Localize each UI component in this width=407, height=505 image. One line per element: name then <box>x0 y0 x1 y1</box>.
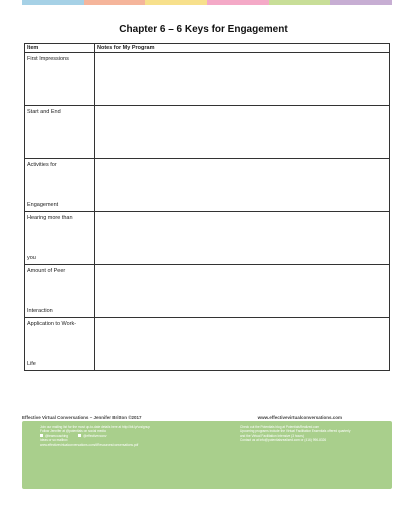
item-cell <box>25 318 95 371</box>
footer-right-line: Check out the Potentials blog at PotentialsRealized.com <box>240 425 320 429</box>
item-label: Application to Work- <box>27 321 77 327</box>
item-cell <box>25 106 95 159</box>
item-label-cont: you <box>27 255 36 261</box>
table-row <box>25 53 390 106</box>
item-label-cont: Life <box>27 361 36 367</box>
item-label: Hearing more than <box>27 215 73 221</box>
footer-line <box>22 415 392 420</box>
notes-cell[interactable] <box>95 159 390 212</box>
item-cell <box>25 53 95 106</box>
header-notes: Notes for My Program <box>95 44 390 53</box>
table-row <box>25 212 390 265</box>
table-row <box>25 106 390 159</box>
item-cell <box>25 159 95 212</box>
notes-table <box>24 43 390 371</box>
social-label: @effectivevconv <box>83 433 107 438</box>
notes-cell[interactable] <box>95 212 390 265</box>
footer-copyright: Effective Virtual Conversations – Jennifer Britton ©2017 <box>22 415 142 420</box>
item-label: Activities for <box>27 162 57 168</box>
stripe-segment <box>207 0 269 5</box>
item-label: Start and End <box>27 109 61 115</box>
social-item[interactable] <box>78 434 106 438</box>
item-cell <box>25 212 95 265</box>
table-row <box>25 265 390 318</box>
table-row <box>25 318 390 371</box>
color-stripe <box>22 0 392 5</box>
stripe-segment <box>269 0 331 5</box>
item-label: First Impressions <box>27 56 69 62</box>
footer-info-box <box>22 421 392 489</box>
stripe-segment <box>145 0 207 5</box>
footer-left-line: Follow Jennifer at @potentials on social media <box>40 429 106 434</box>
linkedin-icon <box>78 434 81 437</box>
footer-left-column <box>40 425 200 447</box>
page-title: Chapter 6 – 6 Keys for Engagement <box>119 24 288 35</box>
item-label-cont: Interaction <box>27 308 53 314</box>
table-header-row <box>25 44 390 53</box>
footer-right-line: Contact us at info@potentialsrealized.com or (416) 996-8326 <box>240 438 327 443</box>
notes-cell[interactable] <box>95 318 390 371</box>
footer-right-column <box>240 425 380 443</box>
table-row <box>25 159 390 212</box>
notes-cell[interactable] <box>95 265 390 318</box>
stripe-segment <box>84 0 146 5</box>
social-label: @teamcoaching <box>45 433 69 438</box>
footer-website-link[interactable]: www.effectivevirtualconversations.com <box>257 415 342 420</box>
item-label: Amount of Peer <box>27 268 66 274</box>
twitter-icon <box>40 434 43 437</box>
notes-cell[interactable] <box>95 53 390 106</box>
footer-left-line: Ideas or so mailbox <box>40 438 68 443</box>
item-label-cont: Engagement <box>27 202 59 208</box>
stripe-segment <box>22 0 84 5</box>
footer-right-line: and the Virtual Facilitation Intensive (3 hours) <box>240 433 304 438</box>
footer-left-line: Join our mailing list for the most up-to-date details here at http://bit.ly/vcsignup <box>40 425 151 429</box>
footer-left-line[interactable]: www.effectivevirtualconversations.com/#Resources/conversations.pdf <box>40 442 139 447</box>
item-cell <box>25 265 95 318</box>
footer-right-line: Upcoming programs include the Virtual Facilitation Essentials offered quarterly <box>240 429 351 434</box>
notes-cell[interactable] <box>95 106 390 159</box>
header-item: Item <box>25 44 95 53</box>
stripe-segment <box>330 0 392 5</box>
